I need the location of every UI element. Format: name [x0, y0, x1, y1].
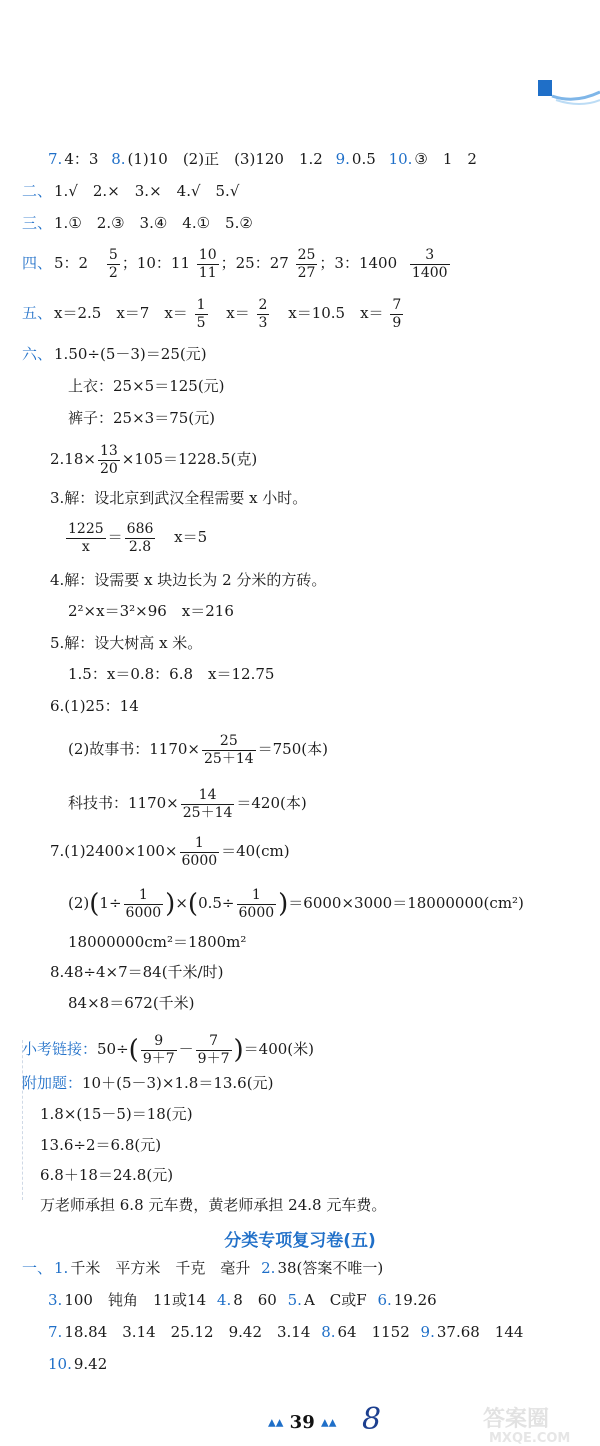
- q6-line-4: [50, 440, 257, 478]
- answer-text: (1)10 (2)正 (3)120 1.2: [127, 150, 323, 168]
- answer-text: A C或F: [303, 1291, 367, 1309]
- q6-line-14: [50, 830, 290, 872]
- answer-text: 1.① 2.③ 3.④ 4.① 5.②: [54, 214, 253, 232]
- numerator: 25: [297, 246, 316, 263]
- section-marker: 二、: [22, 182, 53, 200]
- minus-sign: －: [178, 1040, 194, 1058]
- q6-line-10: 1.5：x＝0.8：6.8 x＝12.75: [68, 665, 275, 683]
- answer-text: 5：2: [54, 254, 89, 272]
- extra-line-2: 1.8×(15－5)＝18(元): [40, 1105, 193, 1123]
- q-number: 8.: [111, 150, 126, 168]
- fraction: [202, 733, 256, 768]
- answer-row-2: [22, 181, 239, 201]
- q-number: 5.: [287, 1291, 302, 1309]
- left-paren: (: [187, 889, 199, 919]
- answer-text: 8 60: [233, 1291, 277, 1309]
- q6-line-6: [64, 518, 207, 556]
- handwritten-mark: 8: [362, 1402, 382, 1437]
- answer-text: 0.5: [351, 150, 376, 168]
- answer-text: 37.68 144: [436, 1323, 524, 1341]
- numerator: 10: [198, 246, 217, 263]
- denominator: 5: [196, 314, 206, 331]
- answer-text: ×105＝1228.5(克): [121, 450, 258, 468]
- denominator: 25＋14: [204, 750, 254, 767]
- answer-text: 1.50÷(5－3)＝25(元): [54, 345, 207, 363]
- numerator: 686: [126, 520, 154, 537]
- q6-line-1: [22, 344, 207, 364]
- link-label: 小考链接：: [22, 1040, 98, 1058]
- fraction: [124, 887, 164, 922]
- fraction: [196, 1033, 232, 1068]
- q-number: 7.: [48, 150, 63, 168]
- page-number: [268, 1412, 336, 1433]
- fraction: [107, 247, 120, 282]
- s5-row-4: [48, 1354, 107, 1374]
- q6-line-9: 5.解：设大树高 x 米。: [50, 634, 203, 652]
- denominator: 20: [99, 460, 118, 477]
- section-marker: 五、: [22, 304, 53, 322]
- denominator: 9＋7: [142, 1050, 175, 1067]
- extra-label: 附加题：: [22, 1074, 83, 1092]
- denominator: 9＋7: [197, 1050, 230, 1067]
- q6-line-18: 84×8＝672(千米): [68, 994, 195, 1012]
- answer-text: 100 钝角 11或14: [64, 1291, 207, 1309]
- watermark-cn: 答案圈: [483, 1407, 550, 1432]
- equals-sign: ＝: [107, 528, 123, 546]
- answer-text: ＝420(本): [236, 794, 307, 812]
- answer-text: x＝10.5 x＝: [288, 304, 384, 322]
- denominator: 27: [297, 264, 316, 281]
- right-paren: ): [278, 889, 289, 919]
- section-marker: 三、: [22, 214, 53, 232]
- answer-text: 38(答案不唯一): [277, 1259, 384, 1277]
- right-paren: ): [233, 1035, 244, 1065]
- denominator: 11: [198, 264, 217, 281]
- numerator: 5: [108, 246, 118, 263]
- q6-line-2: 上衣：25×5＝125(元): [68, 377, 225, 395]
- answer-text: 10＋(5－3)×1.8＝13.6(元): [82, 1074, 274, 1092]
- fraction: [180, 835, 220, 870]
- fraction: [257, 297, 270, 332]
- s5-row-3: [48, 1322, 523, 1342]
- q-number: 2.: [261, 1259, 276, 1277]
- extra-line-5: 万老师承担 6.8 元车费，黄老师承担 24.8 元车费。: [40, 1196, 387, 1214]
- denominator: 25＋14: [182, 804, 233, 821]
- page-number-text: 39: [289, 1412, 315, 1433]
- link-question: [22, 1030, 314, 1068]
- fraction: [141, 1033, 177, 1068]
- extra-line-4: 6.8＋18＝24.8(元): [40, 1166, 174, 1184]
- section-marker: 六、: [22, 345, 53, 363]
- watermark-en: MXQE.COM: [489, 1431, 571, 1446]
- answer-text: 50÷: [97, 1040, 129, 1058]
- q6-line-13: [68, 780, 307, 826]
- answer-row-1: [48, 149, 477, 169]
- answer-text: 1÷: [99, 894, 122, 912]
- numerator: 1: [180, 835, 220, 853]
- answer-text: 7.(1)2400×100×: [50, 842, 178, 860]
- denominator: 2.8: [128, 538, 152, 555]
- extra-line-1: [22, 1073, 273, 1093]
- fraction: [181, 787, 235, 822]
- answer-text: 科技书：1170×: [68, 794, 179, 812]
- q6-line-11: 6.(1)25：14: [50, 697, 139, 715]
- numerator: 9: [141, 1033, 177, 1051]
- q6-line-5: 3.解：设北京到武汉全程需要 x 小时。: [50, 489, 308, 507]
- fraction: [237, 887, 277, 922]
- numerator: 25: [202, 733, 256, 751]
- numerator: 1225: [68, 520, 104, 537]
- q6-line-15: [68, 882, 524, 924]
- answer-text: 0.5÷: [198, 894, 235, 912]
- answer-text: ；25：27: [220, 254, 289, 272]
- fraction: [98, 443, 120, 478]
- answer-text: ＝400(米): [243, 1040, 314, 1058]
- page-number-ornament: ▲▲: [268, 1417, 284, 1429]
- q-number: 4.: [216, 1291, 232, 1309]
- right-paren: ): [165, 889, 176, 919]
- q-number: 6.: [377, 1291, 392, 1309]
- numerator: 1: [196, 296, 206, 313]
- numerator: 7: [196, 1033, 232, 1051]
- answer-text: 4：3: [64, 150, 99, 168]
- denominator: 3: [258, 314, 268, 331]
- answer-text: ；3：1400: [319, 254, 398, 272]
- answer-text: 9.42: [73, 1355, 108, 1373]
- q-number: 9.: [420, 1323, 435, 1341]
- numerator: 2: [258, 296, 268, 313]
- answer-text: ＝6000×3000＝18000000(cm²): [288, 894, 524, 912]
- denominator: 6000: [125, 904, 162, 921]
- answer-text: x＝: [226, 304, 250, 322]
- fraction: [66, 521, 106, 556]
- denominator: 6000: [238, 904, 275, 921]
- numerator: 13: [99, 442, 118, 459]
- answer-text: 千米 平方米 千克 毫升: [70, 1259, 251, 1277]
- denominator: 9: [392, 314, 402, 331]
- fraction: [197, 247, 219, 282]
- denominator: 1400: [411, 264, 448, 281]
- answer-row-3: [22, 213, 253, 233]
- answer-text: 19.26: [393, 1291, 437, 1309]
- answer-text: x＝2.5 x＝7 x＝: [54, 304, 188, 322]
- q6-line-3: 裤子：25×3＝75(元): [68, 409, 215, 427]
- answer-row-5: [22, 294, 405, 332]
- section-title: 分类专项复习卷(五): [224, 1231, 376, 1251]
- fraction: [125, 521, 156, 556]
- answer-text: ＝40(cm): [221, 842, 290, 860]
- answer-text: ＝750(本): [257, 740, 328, 758]
- denominator: x: [81, 538, 90, 555]
- numerator: 3: [410, 247, 450, 265]
- denominator: 2: [108, 264, 118, 281]
- fraction: [296, 247, 318, 282]
- answer-text: x＝5: [174, 528, 208, 546]
- q-number: 8.: [321, 1323, 336, 1341]
- page-number-ornament: ▲▲: [321, 1417, 337, 1429]
- q-number: 10.: [48, 1355, 72, 1373]
- left-paren: (: [128, 1035, 139, 1065]
- numerator: 14: [181, 787, 235, 805]
- fraction: [410, 247, 450, 282]
- answer-row-4: [22, 244, 452, 282]
- q6-line-7: 4.解：设需要 x 块边长为 2 分米的方砖。: [50, 571, 327, 589]
- q6-line-17: 8.48÷4×7＝84(千米/时): [50, 963, 224, 981]
- s5-row-1: [22, 1258, 383, 1278]
- fraction: [195, 297, 208, 332]
- q6-line-16: 18000000cm²＝1800m²: [68, 933, 247, 951]
- s5-row-2: [48, 1290, 437, 1310]
- answer-text: (2)故事书：1170×: [68, 740, 200, 758]
- numerator: 1: [124, 887, 164, 905]
- answer-text: 2.18×: [50, 450, 96, 468]
- answer-text: ；10：11: [121, 254, 190, 272]
- q-number: 9.: [335, 150, 350, 168]
- answer-text: 1.√ 2.× 3.× 4.√ 5.√: [54, 182, 240, 200]
- answer-text: (2): [68, 894, 90, 912]
- fraction: [390, 297, 403, 332]
- q6-line-8: 2²×x＝3²×96 x＝216: [68, 602, 234, 620]
- denominator: 6000: [181, 852, 218, 869]
- q6-line-12: [68, 726, 328, 772]
- section-marker: 一、: [22, 1259, 53, 1277]
- q-number: 1.: [54, 1259, 69, 1277]
- answer-text: 64 1152: [337, 1323, 410, 1341]
- watermark-logo: [475, 1400, 600, 1446]
- q-number: 10.: [388, 150, 413, 168]
- extra-line-3: 13.6÷2＝6.8(元): [40, 1136, 162, 1154]
- q-number: 7.: [48, 1323, 63, 1341]
- corner-tab-decoration: [530, 74, 600, 108]
- answer-text: ③ 1 2: [414, 150, 477, 168]
- q-number: 3.: [48, 1291, 63, 1309]
- numerator: 1: [237, 887, 277, 905]
- answer-text: 18.84 3.14 25.12 9.42 3.14: [64, 1323, 311, 1341]
- numerator: 7: [392, 296, 402, 313]
- left-paren: (: [89, 889, 100, 919]
- times-sign: ×: [175, 894, 188, 912]
- section-marker: 四、: [22, 254, 53, 272]
